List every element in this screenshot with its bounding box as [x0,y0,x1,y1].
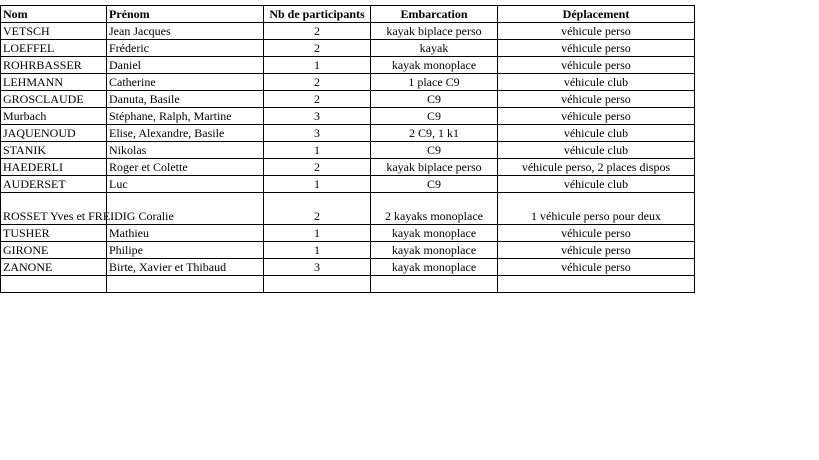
cell-embarcation[interactable]: kayak biplace perso [371,23,498,40]
cell-deplacement[interactable]: véhicule perso [498,57,695,74]
header-deplacement[interactable]: Déplacement [498,6,695,23]
cell-participants[interactable]: 2 [264,40,371,57]
cell-nom[interactable]: HAEDERLI [1,159,107,176]
cell-embarcation[interactable]: C9 [371,91,498,108]
cell-deplacement[interactable]: véhicule perso [498,23,695,40]
cell-participants[interactable]: 2 [264,74,371,91]
table-row [1,125,695,142]
header-prenom[interactable]: Prénom [107,6,264,23]
cell-embarcation[interactable]: 2 kayaks monoplace [371,193,498,225]
cell-nom[interactable]: TUSHER [1,225,107,242]
cell-deplacement[interactable]: véhicule club [498,125,695,142]
cell-participants[interactable]: 1 [264,176,371,193]
cell-participants[interactable]: 3 [264,259,371,276]
cell-prenom[interactable]: Nikolas [107,142,264,159]
table-row [1,225,695,242]
cell-embarcation[interactable] [371,276,498,293]
table-row [1,40,695,57]
header-embarcation[interactable]: Embarcation [371,6,498,23]
table-row [1,259,695,276]
cell-nom[interactable]: LEHMANN [1,74,107,91]
cell-nom[interactable]: GIRONE [1,242,107,259]
cell-participants[interactable]: 1 [264,57,371,74]
cell-embarcation[interactable]: kayak [371,40,498,57]
header-nom[interactable]: Nom [1,6,107,23]
cell-prenom[interactable]: Stéphane, Ralph, Martine [107,108,264,125]
cell-deplacement[interactable]: véhicule perso, 2 places dispos [498,159,695,176]
cell-embarcation[interactable]: kayak monoplace [371,259,498,276]
cell-nom[interactable]: ROHRBASSER [1,57,107,74]
cell-prenom[interactable]: Elise, Alexandre, Basile [107,125,264,142]
cell-deplacement[interactable]: véhicule perso [498,108,695,125]
cell-participants[interactable]: 3 [264,108,371,125]
cell-deplacement[interactable]: véhicule perso [498,40,695,57]
table-row [1,159,695,176]
cell-embarcation[interactable]: kayak biplace perso [371,159,498,176]
cell-prenom[interactable]: Catherine [107,74,264,91]
header-row [1,6,695,23]
cell-participants[interactable]: 1 [264,142,371,159]
cell-prenom[interactable]: Birte, Xavier et Thibaud [107,259,264,276]
cell-deplacement[interactable]: véhicule club [498,176,695,193]
cell-nom[interactable] [1,276,107,293]
cell-prenom[interactable] [107,276,264,293]
cell-prenom[interactable]: Jean Jacques [107,23,264,40]
cell-deplacement[interactable]: 1 véhicule perso pour deux [498,193,695,225]
table-row [1,276,695,293]
header-participants[interactable]: Nb de participants [264,6,371,23]
cell-nom[interactable]: ZANONE [1,259,107,276]
cell-prenom[interactable]: Danuta, Basile [107,91,264,108]
table-row [1,242,695,259]
table-row [1,23,695,40]
cell-prenom[interactable]: Roger et Colette [107,159,264,176]
cell-prenom[interactable]: Daniel [107,57,264,74]
table-row [1,176,695,193]
participants-table [0,5,695,293]
cell-deplacement[interactable] [498,276,695,293]
cell-nom[interactable]: STANIK [1,142,107,159]
cell-embarcation[interactable]: C9 [371,176,498,193]
cell-nom[interactable]: AUDERSET [1,176,107,193]
cell-embarcation[interactable]: kayak monoplace [371,57,498,74]
cell-deplacement[interactable]: véhicule club [498,74,695,91]
cell-deplacement[interactable]: véhicule club [498,142,695,159]
cell-embarcation[interactable]: 2 C9, 1 k1 [371,125,498,142]
cell-nom[interactable]: GROSCLAUDE [1,91,107,108]
cell-embarcation[interactable]: C9 [371,108,498,125]
cell-participants[interactable]: 2 [264,159,371,176]
cell-participants[interactable]: 2 [264,193,371,225]
table-row [1,108,695,125]
cell-nom[interactable]: VETSCH [1,23,107,40]
cell-embarcation[interactable]: kayak monoplace [371,242,498,259]
cell-prenom[interactable]: Philipe [107,242,264,259]
cell-deplacement[interactable]: véhicule perso [498,242,695,259]
cell-deplacement[interactable]: véhicule perso [498,259,695,276]
table-row [1,193,695,225]
cell-participants[interactable] [264,276,371,293]
cell-participants[interactable]: 2 [264,23,371,40]
cell-embarcation[interactable]: C9 [371,142,498,159]
cell-nom[interactable]: Murbach [1,108,107,125]
cell-participants[interactable]: 1 [264,242,371,259]
cell-prenom[interactable]: Fréderic [107,40,264,57]
cell-nom[interactable]: ROSSET Yves et FREIDIG Coralie [1,193,107,225]
cell-prenom[interactable]: Luc [107,176,264,193]
table-row [1,57,695,74]
table-row [1,91,695,108]
table-row [1,142,695,159]
cell-participants[interactable]: 1 [264,225,371,242]
cell-participants[interactable]: 3 [264,125,371,142]
cell-embarcation[interactable]: 1 place C9 [371,74,498,91]
cell-deplacement[interactable]: véhicule perso [498,91,695,108]
cell-nom[interactable]: JAQUENOUD [1,125,107,142]
cell-deplacement[interactable]: véhicule perso [498,225,695,242]
cell-embarcation[interactable]: kayak monoplace [371,225,498,242]
cell-participants[interactable]: 2 [264,91,371,108]
cell-nom[interactable]: LOEFFEL [1,40,107,57]
cell-prenom[interactable]: Mathieu [107,225,264,242]
table-row [1,74,695,91]
